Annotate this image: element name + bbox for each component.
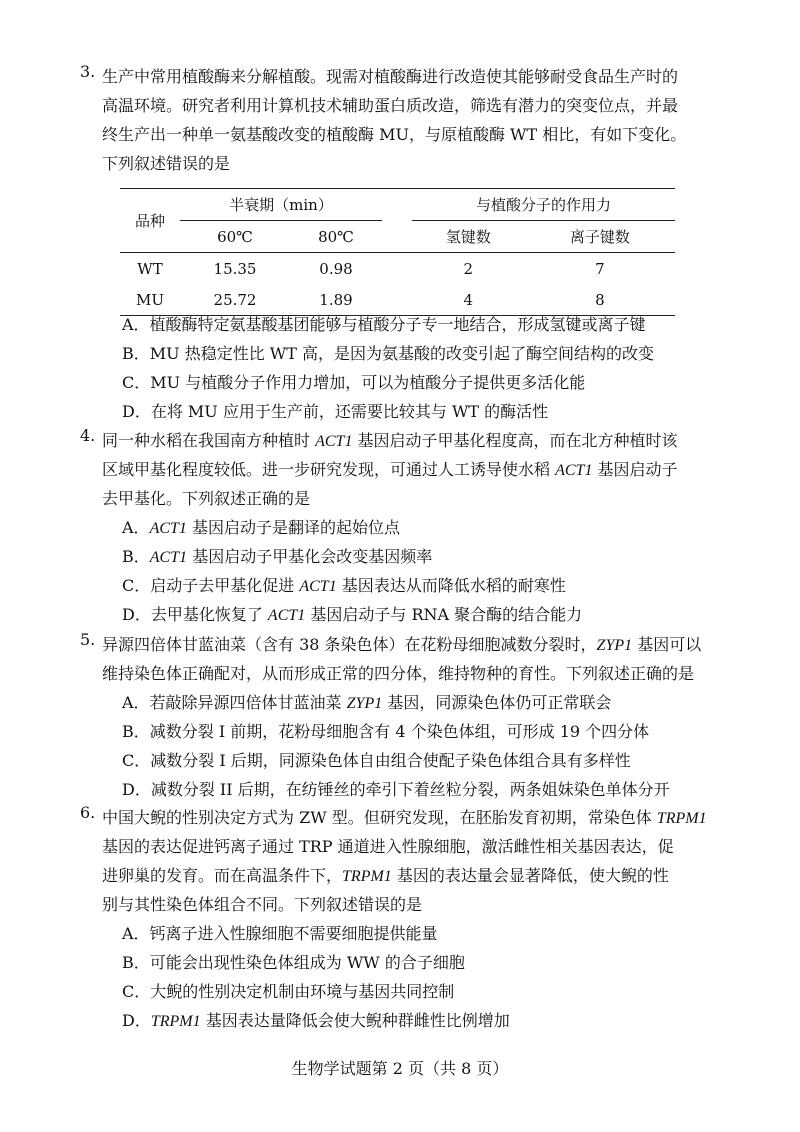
- table-cell: MU: [120, 284, 180, 316]
- question-text: 基因的表达促进钙离子通过 TRP 通道进入性腺细胞，激活雌性相关基因表达，促: [102, 837, 674, 856]
- question-5: [80, 630, 722, 804]
- option-c: C．减数分裂 I 后期，同源染色体自由组合使配子染色体组合具有多样性: [122, 751, 631, 770]
- option-d: D．去甲基化恢复了 ACT1 基因启动子与 RNA 聚合酶的结合能力: [122, 605, 583, 624]
- table-cell: 2: [463, 259, 474, 278]
- option-a: A．若敲除异源四倍体甘蓝油菜 ZYP1 基因，同源染色体仍可正常联会: [122, 693, 612, 712]
- question-text: 维持染色体正确配对，从而形成正常的四分体，维持物种的育性。下列叙述正确的是: [102, 664, 695, 683]
- table-subheader: 60℃: [180, 221, 290, 253]
- gene-name: ZYP1: [596, 637, 633, 654]
- table-cell: 15.35: [213, 259, 257, 278]
- table-cell: 7: [595, 259, 605, 278]
- option-a: A．植酸酶特定氨基酸基团能够与植酸分子专一地结合，形成氢键或离子键: [122, 315, 646, 334]
- option-d: D．TRPM1 基因表达量降低会使大鲵种群雌性比例增加: [122, 1011, 510, 1030]
- question-text: 中国大鲵的性别决定方式为 ZW 型。但研究发现，在胚胎发育初期，常染色体 TRPM1: [102, 808, 707, 827]
- question-4: [80, 426, 722, 629]
- question-text: 进卵巢的发育。而在高温条件下，TRPM1 基因的表达量会显著降低，使大鲵的性: [102, 866, 669, 885]
- question-text: 同一种水稻在我国南方种植时 ACT1 基因启动子甲基化程度高，而在北方种植时该: [102, 431, 678, 450]
- question-text: 去甲基化。下列叙述正确的是: [102, 489, 311, 508]
- question-text: 生产中常用植酸酶来分解植酸。现需对植酸酶进行改造使其能够耐受食品生产时的: [102, 67, 679, 86]
- gene-name: ACT1: [315, 433, 353, 450]
- table-cell: 1.89: [290, 284, 382, 316]
- table-row: [120, 253, 675, 285]
- table-cell: 25.72: [180, 284, 290, 316]
- option-b: B．ACT1 基因启动子甲基化会改变基因频率: [122, 547, 433, 566]
- table-subheader: 氢键数: [412, 221, 525, 253]
- question-number: 5.: [80, 630, 96, 649]
- question-text: 高温环境。研究者利用计算机技术辅助蛋白质改造，筛选有潜力的突变位点，并最: [102, 96, 679, 115]
- table-header-variety: 品种: [120, 189, 180, 253]
- gene-name: ACT1: [555, 462, 593, 479]
- data-table: [120, 188, 675, 316]
- option-c: C．启动子去甲基化促进 ACT1 基因表达从而降低水稻的耐寒性: [122, 576, 566, 595]
- table-subheader: 80℃: [290, 221, 382, 253]
- option-b: B．可能会出现性染色体组成为 WW 的合子细胞: [122, 953, 465, 972]
- question-3: [80, 62, 722, 178]
- question-number: 6.: [80, 803, 96, 822]
- question-text: 下列叙述错误的是: [102, 154, 231, 173]
- question-text: 别与其性染色体组合不同。下列叙述错误的是: [102, 895, 423, 914]
- option-b: B．减数分裂 I 前期，花粉母细胞含有 4 个染色体组，可形成 19 个四分体: [122, 722, 650, 741]
- table-cell: WT: [137, 259, 163, 278]
- question-number: 3.: [80, 62, 96, 81]
- option-d: D．减数分裂 II 后期，在纺锤丝的牵引下着丝粒分裂，两条姐妹染色单体分开: [122, 780, 670, 799]
- page-footer: 生物学试题第 2 页（共 8 页）: [291, 1059, 509, 1078]
- table-cell: 8: [525, 284, 675, 316]
- question-number: 4.: [80, 426, 96, 445]
- gene-name: TRPM1: [656, 810, 707, 827]
- question-6: [80, 803, 722, 1035]
- option-b: B．MU 热稳定性比 WT 高，是因为氨基酸的改变引起了酶空间结构的改变: [122, 344, 655, 363]
- option-d: D．在将 MU 应用于生产前，还需要比较其与 WT 的酶活性: [122, 402, 549, 421]
- option-c: C．MU 与植酸分子作用力增加，可以为植酸分子提供更多活化能: [122, 373, 586, 392]
- table-cell: 0.98: [319, 259, 353, 278]
- table-header-interaction: 与植酸分子的作用力: [412, 189, 675, 221]
- question-text: 终生产出一种单一氨基酸改变的植酸酶 MU，与原植酸酶 WT 相比，有如下变化。: [102, 125, 687, 144]
- question-text: 异源四倍体甘蓝油菜（含有 38 条染色体）在花粉母细胞减数分裂时，ZYP1 基因可以: [102, 635, 702, 654]
- table-header-halflife: 半衰期（min）: [180, 189, 382, 221]
- table-cell: 4: [412, 284, 525, 316]
- question-text: 区域甲基化程度较低。进一步研究发现，可通过人工诱导使水稻 ACT1 基因启动子: [102, 460, 678, 479]
- option-a: A．钙离子进入性腺细胞不需要细胞提供能量: [122, 924, 438, 943]
- table-subheader: 离子键数: [525, 221, 675, 253]
- option-a: A．ACT1 基因启动子是翻译的起始位点: [122, 518, 400, 537]
- question-3-options: [102, 310, 722, 426]
- option-c: C．大鲵的性别决定机制由环境与基因共同控制: [122, 982, 455, 1001]
